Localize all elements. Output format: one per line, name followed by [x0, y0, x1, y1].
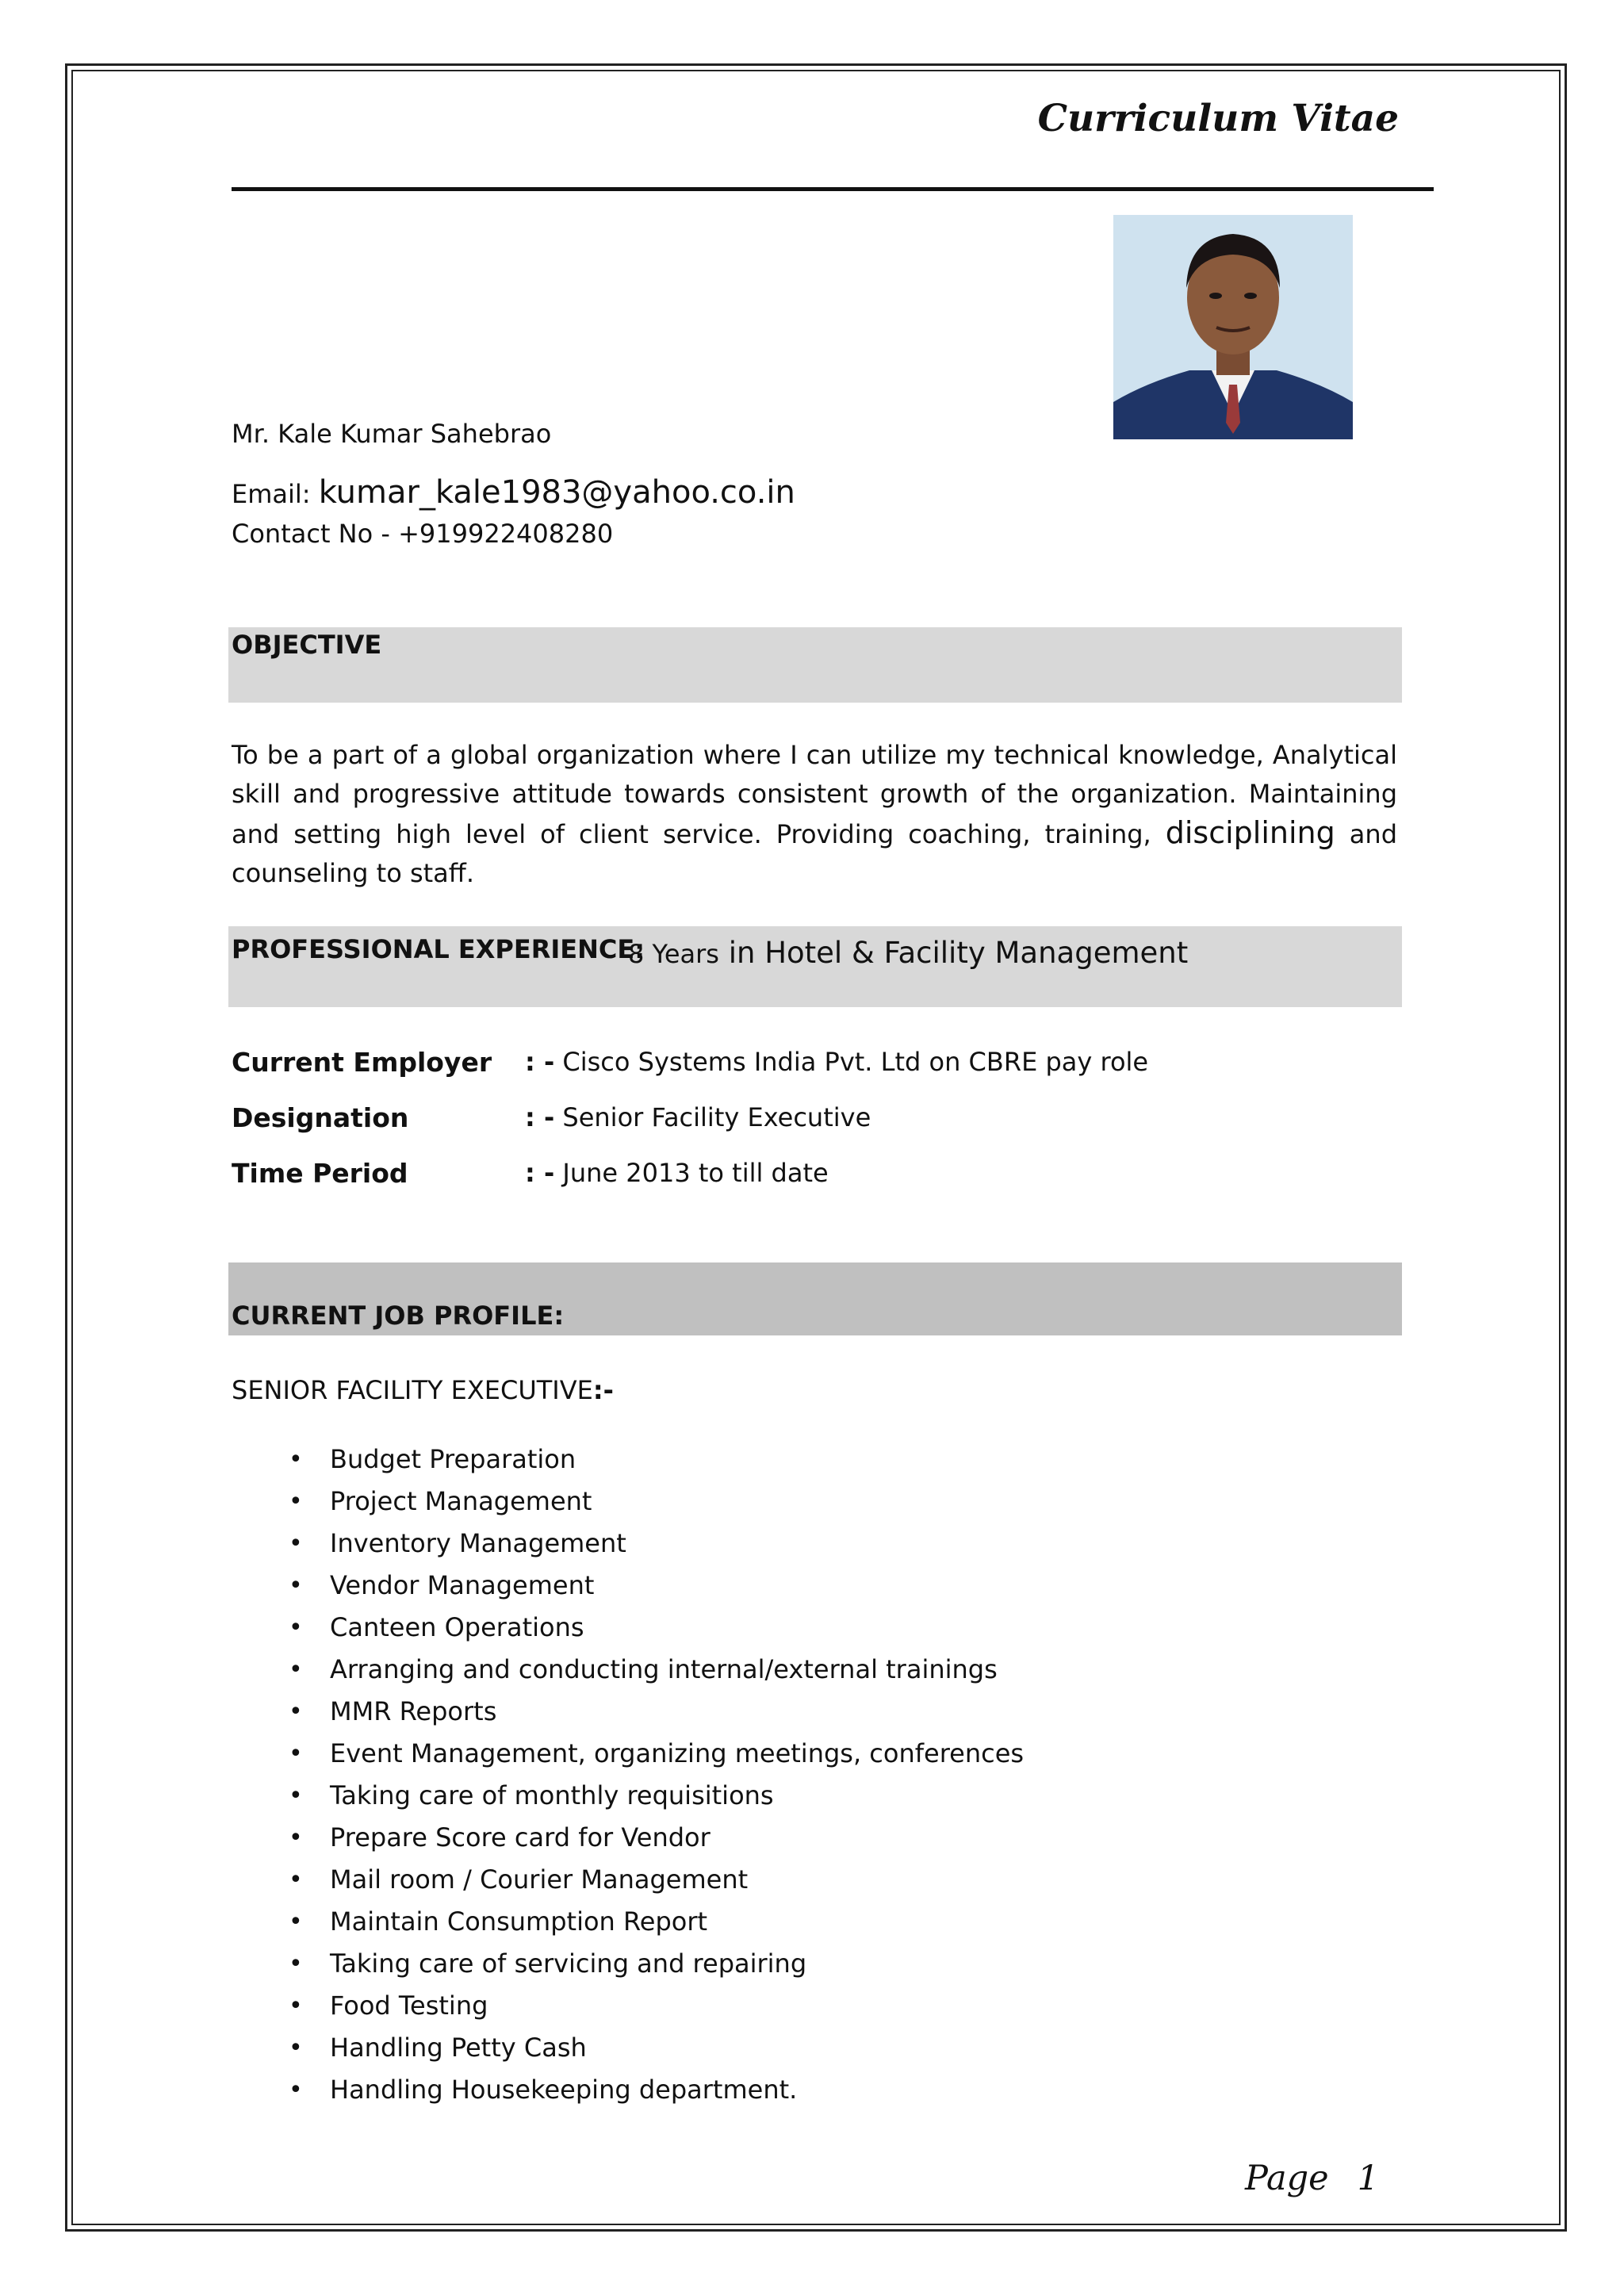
objective-heading: OBJECTIVE	[232, 630, 382, 660]
page-footer	[1245, 2159, 1419, 2198]
experience-field: in Hotel & Facility Management	[718, 936, 1189, 970]
bullet-icon: •	[289, 1530, 303, 1557]
bullet-icon: •	[289, 1488, 303, 1515]
current-employer-text: Cisco Systems India Pvt. Ltd on CBRE pay role	[554, 1047, 1149, 1077]
bullet-icon: •	[289, 1614, 303, 1642]
email-address[interactable]: kumar_kale1983@yahoo.co.in	[318, 474, 795, 511]
time-period-value	[525, 1158, 829, 1188]
designation-text: Senior Facility Executive	[554, 1102, 871, 1132]
experience-summary	[628, 936, 1188, 970]
bullet-icon: •	[289, 1740, 303, 1768]
list-item	[285, 1985, 1024, 2027]
objective-text-emphasis: disciplining	[1165, 815, 1335, 850]
objective-section-band	[228, 627, 1402, 703]
bullet-icon: •	[289, 1572, 303, 1600]
list-item	[285, 1649, 1024, 1691]
designation-label: Designation	[232, 1102, 409, 1133]
list-item-text: Prepare Score card for Vendor	[330, 1822, 710, 1852]
bullet-icon: •	[289, 1656, 303, 1684]
bullet-icon: •	[289, 1992, 303, 2020]
current-employer-value	[525, 1047, 1148, 1077]
list-item	[285, 2069, 1024, 2111]
job-role-name: SENIOR FACILITY EXECUTIVE	[232, 1375, 593, 1405]
title-divider	[232, 187, 1434, 191]
document-title: Curriculum Vitae	[1037, 97, 1399, 140]
bullet-icon: •	[289, 2034, 303, 2062]
list-item-text: Handling Housekeeping department.	[330, 2075, 798, 2105]
page-label: Page	[1245, 2159, 1329, 2198]
time-period-separator: : -	[525, 1158, 555, 1188]
bullet-icon: •	[289, 1782, 303, 1810]
bullet-icon: •	[289, 1866, 303, 1894]
designation-separator: : -	[525, 1102, 555, 1132]
email-line	[232, 474, 795, 511]
bullet-icon: •	[289, 1950, 303, 1978]
bullet-icon: •	[289, 1908, 303, 1936]
job-role-title	[232, 1375, 614, 1405]
list-item-text: Arranging and conducting internal/external trainings	[330, 1654, 998, 1684]
list-item-text: Maintain Consumption Report	[330, 1906, 708, 1937]
time-period-label: Time Period	[232, 1158, 408, 1189]
list-item-text: Taking care of servicing and repairing	[330, 1948, 807, 1979]
current-employer-separator: : -	[525, 1047, 555, 1077]
objective-text-part1: To be a part of a global organization where I can utilize my technical knowledge, Analytical skill and progressive attitude towards consistent growth of the organization. Maintaining and setting high level of client service. Providing coaching, training,	[232, 740, 1397, 849]
list-item-text: MMR Reports	[330, 1696, 497, 1726]
list-item-text: Vendor Management	[330, 1570, 595, 1600]
list-item	[285, 1607, 1024, 1649]
list-item	[285, 1439, 1024, 1481]
list-item-text: Budget Preparation	[330, 1444, 576, 1474]
list-item	[285, 1943, 1024, 1985]
bullet-icon: •	[289, 1698, 303, 1726]
list-item-text: Handling Petty Cash	[330, 2033, 587, 2063]
email-label: Email:	[232, 479, 319, 509]
experience-heading: PROFESSIONAL EXPERIENCE:	[232, 934, 645, 964]
list-item-text: Project Management	[330, 1486, 592, 1516]
list-item	[285, 1775, 1024, 1817]
objective-text-part2: and counseling to staff.	[232, 819, 1398, 888]
list-item-text: Food Testing	[330, 1990, 488, 2021]
job-role-suffix: :-	[592, 1375, 614, 1405]
list-item	[285, 1481, 1024, 1523]
current-employer-label: Current Employer	[232, 1047, 492, 1078]
list-item	[285, 1523, 1024, 1565]
time-period-text: June 2013 to till date	[554, 1158, 829, 1188]
list-item-text: Canteen Operations	[330, 1612, 584, 1642]
bullet-icon: •	[289, 1824, 303, 1852]
list-item-text: Taking care of monthly requisitions	[330, 1780, 774, 1810]
list-item	[285, 1817, 1024, 1859]
list-item	[285, 1901, 1024, 1943]
profile-photo	[1113, 215, 1353, 439]
list-item	[285, 1565, 1024, 1607]
designation-value	[525, 1102, 871, 1132]
list-item	[285, 2027, 1024, 2069]
job-profile-heading: CURRENT JOB PROFILE:	[232, 1301, 565, 1331]
bullet-icon: •	[289, 1446, 303, 1473]
list-item-text: Inventory Management	[330, 1528, 626, 1558]
list-item	[285, 1691, 1024, 1733]
list-item-text: Mail room / Courier Management	[330, 1864, 749, 1895]
list-item	[285, 1859, 1024, 1901]
page-number: 1	[1357, 2159, 1379, 2198]
candidate-name: Mr. Kale Kumar Sahebrao	[232, 419, 552, 449]
objective-text	[232, 736, 1397, 893]
duties-list	[285, 1439, 1024, 2111]
bullet-icon: •	[289, 2076, 303, 2104]
experience-years: 8 Years	[628, 939, 719, 969]
contact-number: Contact No - +919922408280	[232, 519, 614, 549]
list-item-text: Event Management, organizing meetings, conferences	[330, 1738, 1025, 1768]
list-item	[285, 1733, 1024, 1775]
